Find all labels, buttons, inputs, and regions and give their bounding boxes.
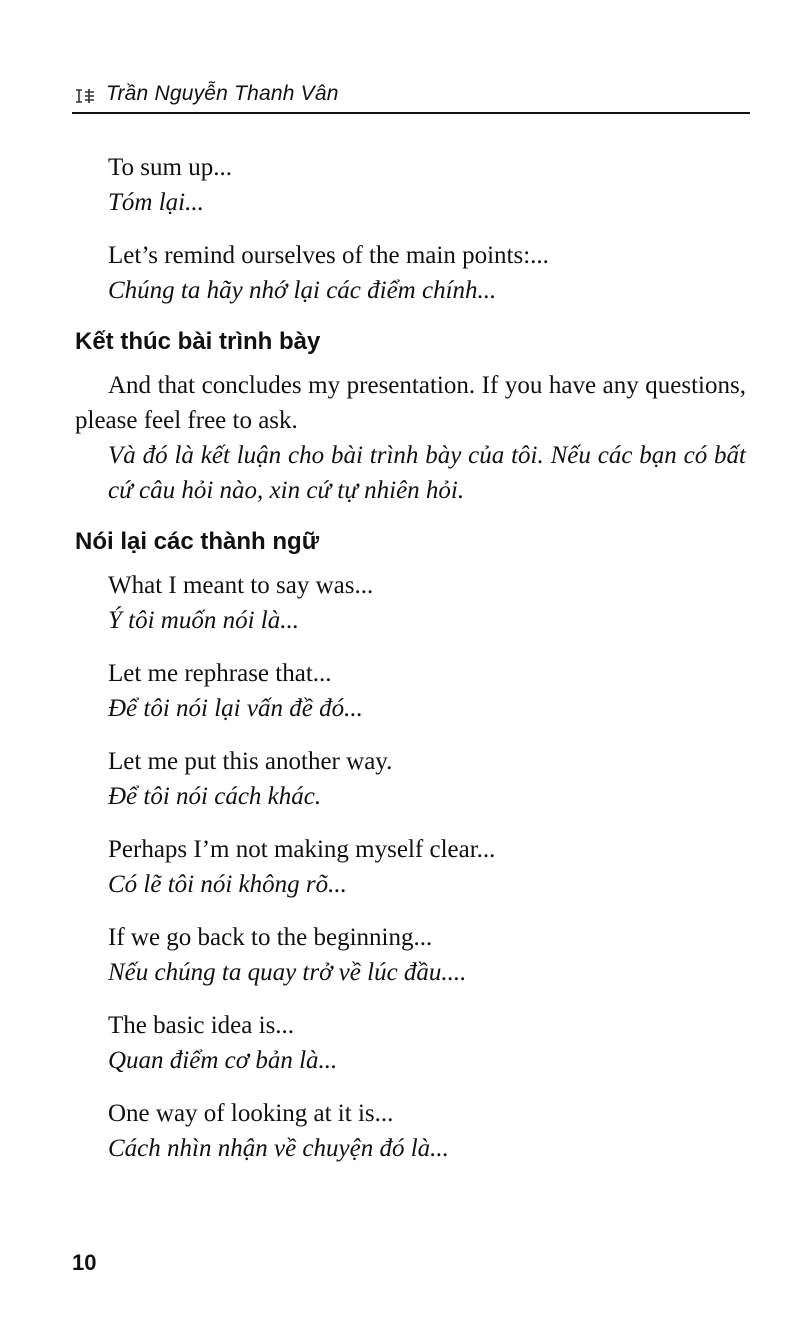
- english-phrase: If we go back to the beginning...: [108, 924, 433, 951]
- header-author: Trần Nguyễn Thanh Vân: [106, 82, 339, 105]
- vietnamese-translation: Ý tôi muốn nói là...: [108, 607, 299, 634]
- phrase-pair: [0, 568, 800, 638]
- english-phrase: The basic idea is...: [108, 1012, 295, 1039]
- running-header: [72, 80, 750, 114]
- phrase-pair: [0, 150, 800, 220]
- english-phrase: Let’s remind ourselves of the main points:...: [108, 242, 549, 269]
- vietnamese-paragraph: Và đó là kết luận cho bài trình bày của tôi. Nếu các bạn có bất cứ câu hỏi nào, xin cứ tự nhiên hỏi.: [108, 442, 746, 504]
- phrase-pair: [0, 1008, 800, 1078]
- page-content: [0, 150, 800, 1184]
- english-phrase: To sum up...: [108, 154, 232, 181]
- vietnamese-translation: Nếu chúng ta quay trở về lúc đầu....: [108, 959, 467, 986]
- vietnamese-translation: Có lẽ tôi nói không rõ...: [108, 871, 347, 898]
- phrase-pair: [0, 368, 800, 508]
- vietnamese-translation: Tóm lại...: [108, 189, 204, 216]
- english-phrase: Let me rephrase that...: [108, 660, 332, 687]
- vietnamese-translation: Chúng ta hãy nhớ lại các điểm chính...: [108, 277, 497, 304]
- vietnamese-translation: Quan điểm cơ bản là...: [108, 1047, 338, 1074]
- english-phrase: Perhaps I’m not making myself clear...: [108, 836, 496, 863]
- phrase-pair: [0, 744, 800, 814]
- section-heading-rephrasing: Nói lại các thành ngữ: [75, 528, 320, 555]
- phrase-pair: [0, 920, 800, 990]
- ornament-icon: [74, 86, 96, 106]
- english-phrase: What I meant to say was...: [108, 572, 374, 599]
- section-heading-conclusion: Kết thúc bài trình bày: [75, 328, 321, 355]
- page-number: 10: [72, 1250, 97, 1275]
- english-paragraph: And that concludes my presentation. If you have any questions, please feel free to ask.: [75, 372, 746, 434]
- phrase-pair: [0, 238, 800, 308]
- english-phrase: One way of looking at it is...: [108, 1100, 394, 1127]
- vietnamese-translation: Để tôi nói lại vấn đề đó...: [108, 695, 363, 722]
- phrase-pair: [0, 1096, 800, 1166]
- phrase-pair: [0, 832, 800, 902]
- english-phrase: Let me put this another way.: [108, 748, 393, 775]
- phrase-pair: [0, 656, 800, 726]
- vietnamese-translation: Để tôi nói cách khác.: [108, 783, 322, 810]
- vietnamese-translation: Cách nhìn nhận về chuyện đó là...: [108, 1135, 449, 1162]
